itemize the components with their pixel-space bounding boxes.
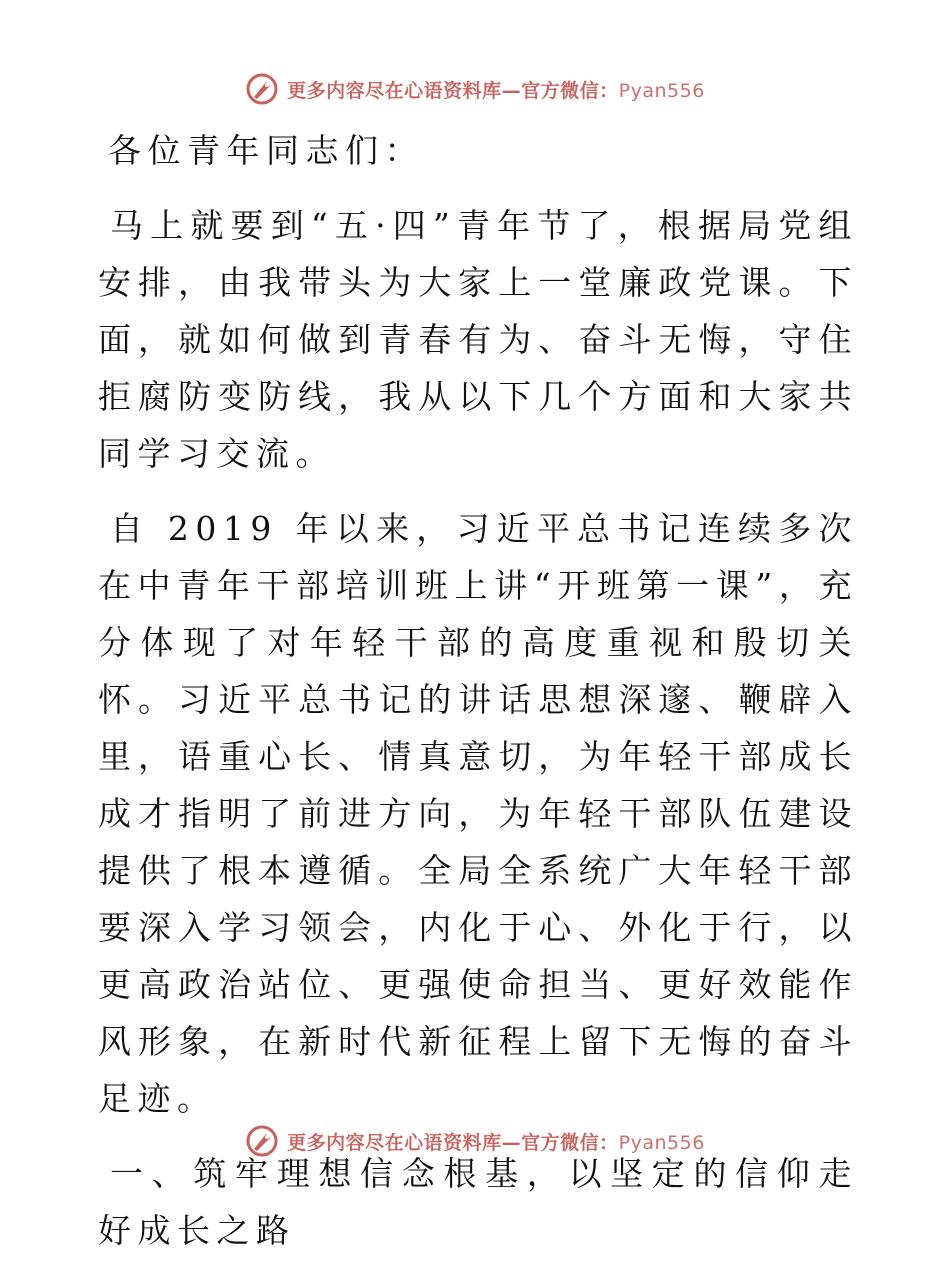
watermark-text: 更多内容尽在心语资料库—官方微信：Pyan556 (287, 1131, 705, 1154)
watermark-text: 更多内容尽在心语资料库—官方微信：Pyan556 (287, 79, 705, 102)
header-watermark (0, 72, 950, 106)
watermark-wechat-id: Pyan556 (618, 79, 705, 102)
salutation: 各位青年同志们： (108, 131, 424, 170)
watermark-wechat-id: Pyan556 (618, 1131, 705, 1154)
paragraph-2: 自 2019 年以来，习近平总书记连续多次在中青年干部培训班上讲“开班第一课”，充分体现了对年轻干部的高度重视和殷切关怀。习近平总书记的讲话思想深邃、鞭辟入里，语重心长、情真意切，为年轻干部成长成才指明了前进方向，为年轻干部队伍建设提供了根本遵循。全局全系统广大年轻干部要深入学习领会，内化于心、外化于行，以更高政治站位、更强使命担当、更好效能作风形象，在新时代新征程上留下无悔的奋斗足迹。 (98, 509, 858, 1118)
paragraph-1: 马上就要到“五·四”青年节了，根据局党组安排，由我带头为大家上一堂廉政党课。下面，就如何做到青春有为、奋斗无悔，守住拒腐防变防线，我从以下几个方面和大家共同学习交流。 (98, 206, 858, 473)
document-body (98, 122, 858, 1277)
pen-nib-logo-icon (245, 1124, 279, 1158)
pen-nib-logo-icon (245, 72, 279, 106)
section-heading-1: 一、筑牢理想信念根基，以坚定的信仰走好成长之路 (98, 1154, 858, 1250)
footer-watermark (0, 1124, 950, 1158)
